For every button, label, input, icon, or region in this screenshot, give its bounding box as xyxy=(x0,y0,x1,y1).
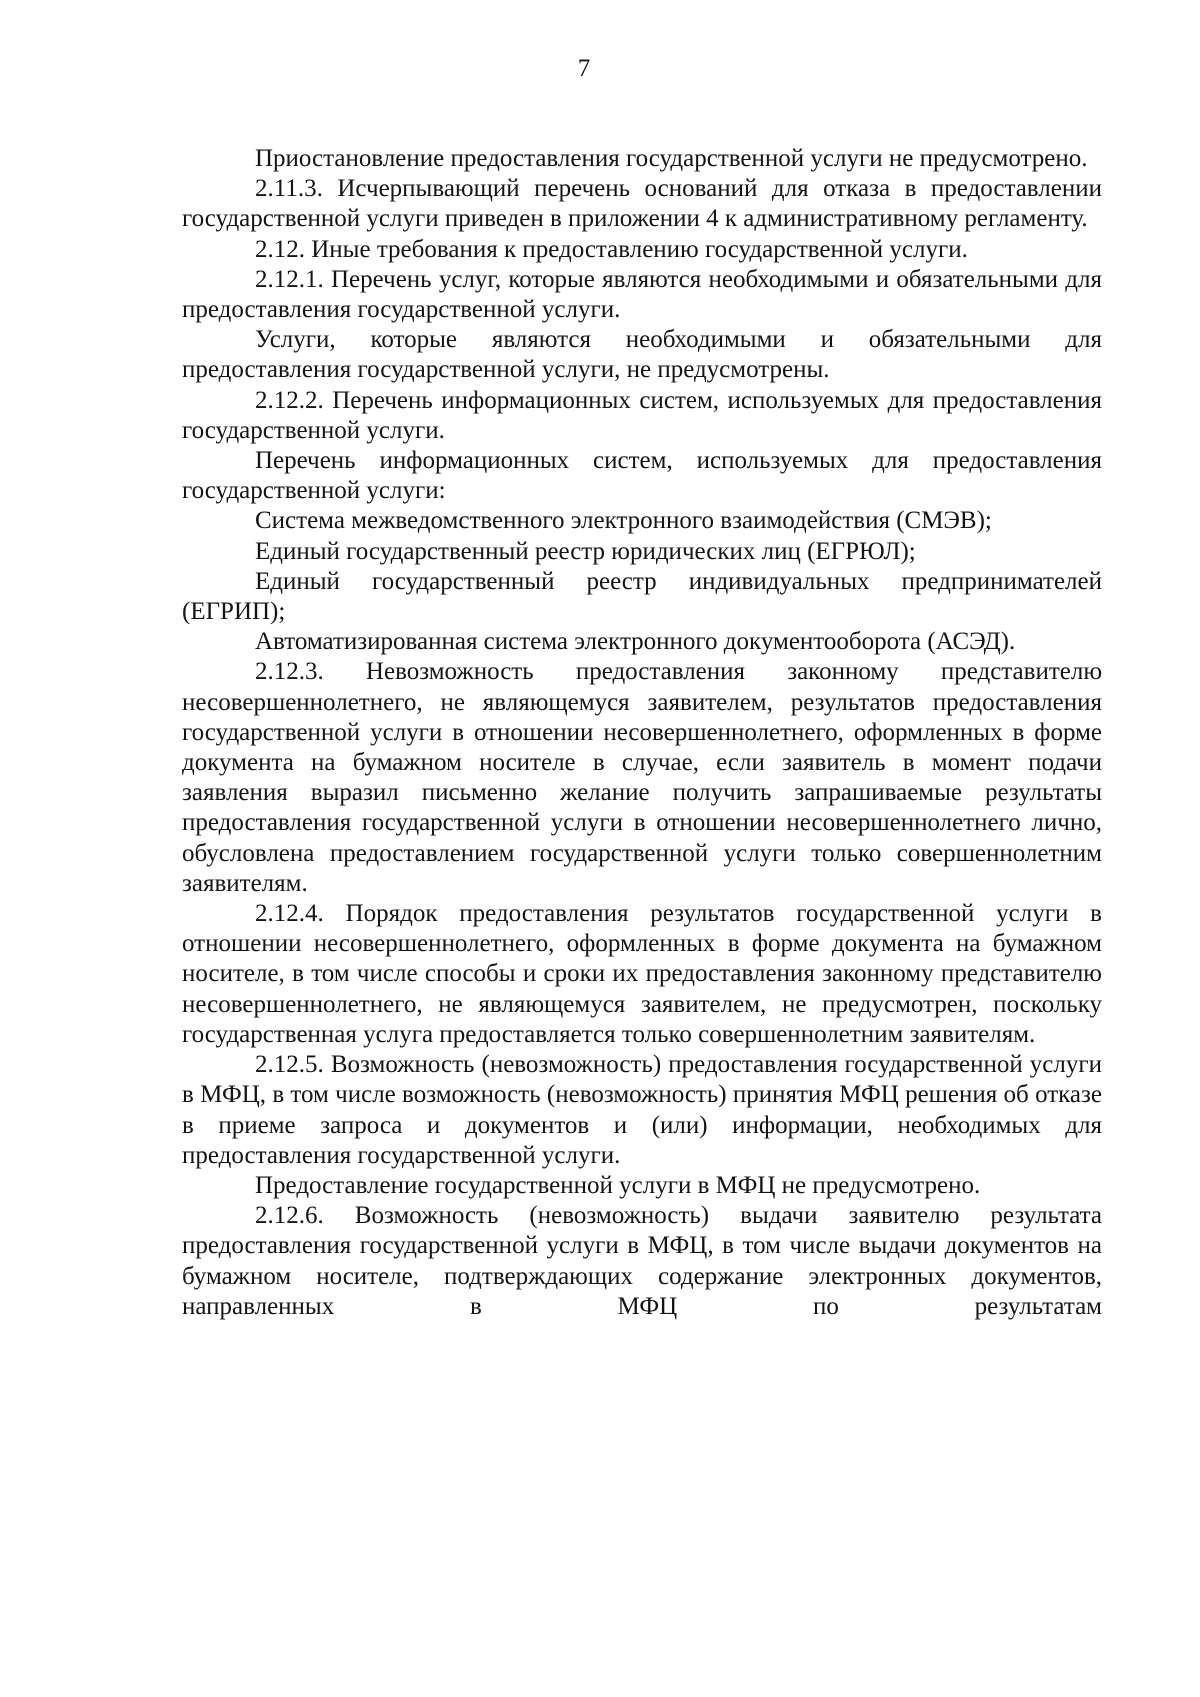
paragraph-2-12-4: 2.12.4. Порядок предоставления результатов государственной услуги в отношении несовершеннолетнего, оформленных в форме документа на бумажном носителе, в том числе способы и сроки их предоставления законному представителю несовершеннолетнего, не являющемуся заявителем, не предусмотрен, поскольку государственная услуга предоставляется только совершеннолетним заявителям. xyxy=(182,900,1102,1048)
list-item-ased: Автоматизированная система электронного документооборота (АСЭД). xyxy=(255,628,1016,656)
page-number: 7 xyxy=(577,55,591,82)
paragraph-2-12-5: 2.12.5. Возможность (невозможность) предоставления государственной услуги в МФЦ, в том числе возможность (невозможность) принятия МФЦ решения об отказе в приеме запроса и документов и (или) информации, необходимых для предоставления государственной услуги. xyxy=(182,1051,1102,1169)
paragraph-2-12-1: 2.12.1. Перечень услуг, которые являются необходимыми и обязательными для предоставления государственной услуги. xyxy=(182,265,1102,324)
paragraph-2-12-3: 2.12.3. Невозможность предоставления законному представителю несовершеннолетнего, не являющемуся заявителем, результатов предоставления государственной услуги в отношении несовершеннолетнего, оформленных в форме документа на бумажном носителе в случае, если заявитель в момент подачи заявления выразил письменно желание получить запрашиваемые результаты предоставления государственной услуги в отношении несовершеннолетнего лично, обусловлена предоставлением государственной услуги только совершеннолетним заявителям. xyxy=(182,658,1102,897)
paragraph-required-services: Услуги, которые являются необходимыми и обязательными для предоставления государственной услуги, не предусмотрены. xyxy=(182,326,1102,384)
paragraph-suspension: Приостановление предоставления государственной услуги не предусмотрено. xyxy=(255,145,1088,172)
paragraph-2-11-3: 2.11.3. Исчерпывающий перечень оснований для отказа в предоставлении государственной услуги приведен в приложении 4 к административному регламенту. xyxy=(182,175,1102,233)
paragraph-info-systems-list-intro: Перечень информационных систем, используемых для предоставления государственной услуги: xyxy=(182,447,1102,505)
list-item-smev: Система межведомственного электронного взаимодействия (СМЭВ); xyxy=(255,507,992,535)
paragraph-mfc-not-provided: Предоставление государственной услуги в МФЦ не предусмотрено. xyxy=(255,1171,981,1199)
list-item-egrul: Единый государственный реестр юридических лиц (ЕГРЮЛ); xyxy=(255,537,916,565)
paragraph-2-12: 2.12. Иные требования к предоставлению государственной услуги. xyxy=(255,235,968,263)
document-body xyxy=(182,144,1102,1322)
paragraph-2-12-2: 2.12.2. Перечень информационных систем, используемых для предоставления государственной услуги. xyxy=(182,386,1102,444)
paragraph-2-12-6: 2.12.6. Возможность (невозможность) выдачи заявителю результата предоставления государственной услуги в МФЦ, в том числе выдачи документов на бумажном носителе, подтверждающих содержание электронных документов, направленных в МФЦ по результатам xyxy=(182,1202,1102,1320)
list-item-egrip: Единый государственный реестр индивидуальных предпринимателей (ЕГРИП); xyxy=(182,567,1102,626)
